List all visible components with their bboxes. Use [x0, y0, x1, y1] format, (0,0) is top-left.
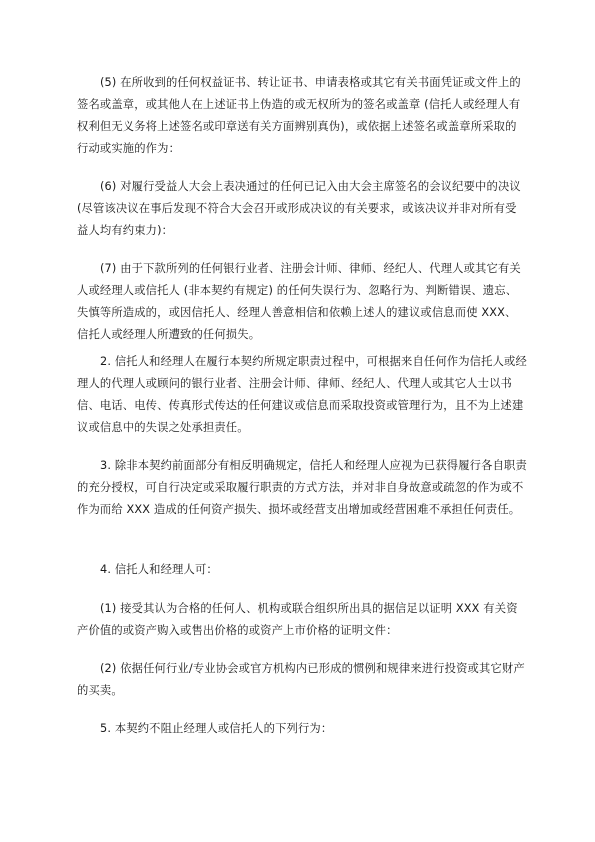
section-heading-4: 4. 信托人和经理人可： [100, 563, 218, 576]
section-heading-5: 5. 本契约不阻止经理人或信托人的下列行为： [100, 722, 333, 735]
clause-paragraph-5: (5) 在所收到的任何权益证书、转让证书、申请表格或其它有关书面凭证或文件上的签名或盖章，或其他人在上述证书上伪造的或无权所为的签名或盖章 (信托人或经理人有权利但无义务将上述签名或印章送有关方面辨别真伪)，或依据上述签名或盖章所采取的行动或实施的作为： [77, 76, 521, 155]
sub-clause-paragraph-1: (1) 接受其认为合格的任何人、机构或联合组织所出具的据信足以证明 XXX 有关资产价值的或资产购入或售出价格的或资产上市价格的证明文件： [77, 602, 518, 637]
clause-paragraph-7: (7) 由于下款所列的任何银行业者、注册会计师、律师、经纪人、代理人或其它有关人或经理人或信托人 (非本契约有规定) 的任何失误行为、忽略行为、判断错误、遗忘、失慎等所造成的，或因信托人、经理人善意相信和依赖上述人的建议或信息而使 XXX、信托人或经理人所遭致的任何损失。 [77, 262, 521, 341]
section-paragraph-3: 3. 除非本契约前面部分有相反明确规定，信托人和经理人应视为已获得履行各自职责的充分授权，可自行决定或采取履行职责的方式方法，并对非自身故意或疏忽的作为或不作为而给 XXX 造成的任何资产损失、损坏或经营支出增加或经营困难不承担任何责任。 [77, 459, 527, 516]
sub-clause-paragraph-2: (2) 依据任何行业/专业协会或官方机构内已形成的惯例和规律来进行投资或其它财产的买卖。 [77, 662, 525, 697]
clause-paragraph-6: (6) 对履行受益人大会上表决通过的任何已记入由大会主席签名的会议纪要中的决议 (尽管该决议在事后发现不符合大会召开或形成决议的有关要求，或该决议并非对所有受益人均有约束力)： [77, 180, 521, 237]
section-paragraph-2: 2. 信托人和经理人在履行本契约所规定职责过程中，可根据来自任何作为信托人或经理人的代理人或顾问的银行业者、注册会计师、律师、经纪人、代理人或其它人士以书信、电话、电传、传真形式传达的任何建议或信息而采取投资或管理行为，且不为上述建议或信息中的失误之处承担责任。 [77, 355, 527, 434]
